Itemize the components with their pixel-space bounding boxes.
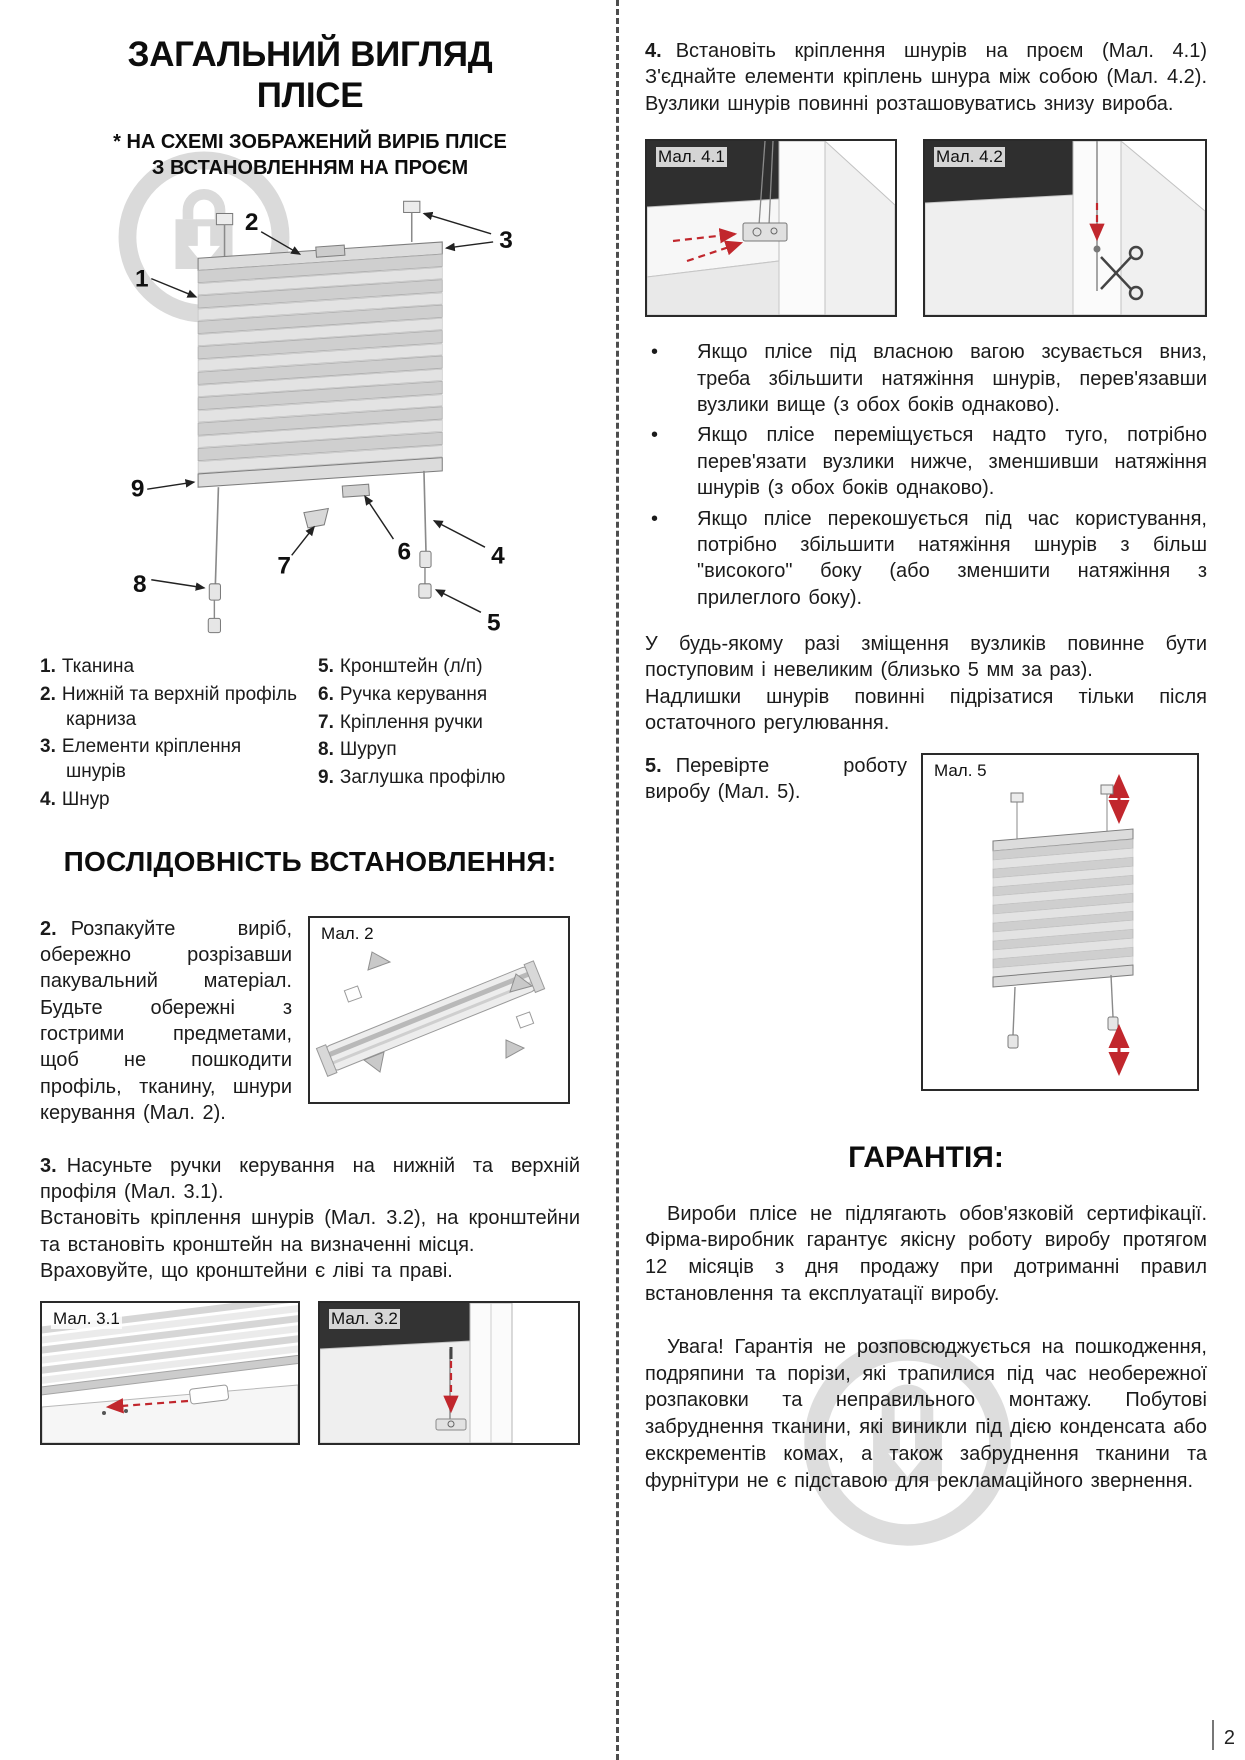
figure-3-1-label: Мал. 3.1 (53, 1308, 120, 1328)
step-3-block (40, 1153, 580, 1285)
step-3-text-1: Насуньте ручки керування на нижній та верхній профіля (Мал. 3.1). (40, 1154, 580, 1204)
step-5-number: 5. (645, 754, 662, 777)
title-line-2: ПЛІСЕ (256, 76, 364, 116)
figure-4-2-label: Мал. 4.2 (936, 147, 1003, 167)
warranty-paragraph-1: Вироби плісе не підлягають обов'язковій сертифікації. Фірма-виробник гарантує якісну роботу виробу протягом 12 місяців з дня продажу при дотриманні правил встановлення та експлуатації виробу. (645, 1202, 1207, 1306)
bullet-item: • Якщо плісе перекошується під час користування, потрібно збільшити натяжіння шнурів з більш "високого" боку (або зменшити натяжіння з прилеглого боку). (645, 506, 1207, 612)
column-divider (616, 0, 619, 1760)
step-2-paragraph (40, 916, 292, 1127)
legend-number: 3. (40, 736, 56, 758)
legend-number: 1. (40, 656, 56, 678)
legend-item (318, 711, 580, 736)
footer-tick-mark (1212, 1720, 1214, 1750)
figure-4-2-illustration (925, 141, 1205, 315)
legend-item (318, 766, 580, 791)
legend-item (318, 683, 580, 708)
legend-item (40, 655, 302, 680)
legend-number: 5. (318, 656, 334, 678)
bullet-item: • Якщо плісе переміщується надто туго, потрібно перев'язати вузлики нижче, зменшивши натяжіння шнурів (з обох боків однаково). (645, 422, 1207, 501)
step-3-paragraph-3 (40, 1258, 580, 1284)
step-3-paragraph-1 (40, 1153, 580, 1206)
legend-column-1 (40, 655, 302, 815)
figure-4-1-label: Мал. 4.1 (658, 147, 725, 167)
figure-3-2-label: Мал. 3.2 (331, 1308, 398, 1328)
step-3-text-2: Встановіть кріплення шнурів (Мал. 3.2), на кронштейни та встановіть кронштейн на визначенні місця. (40, 1207, 580, 1256)
top-handle-clip (316, 245, 345, 257)
step-4-number: 4. (645, 40, 662, 62)
legend-item (40, 683, 302, 732)
legend-item (318, 655, 580, 680)
left-column (40, 34, 580, 1445)
step-2-block (40, 916, 580, 1127)
page-number (1212, 1720, 1235, 1750)
adjustment-bullets (645, 339, 1207, 611)
callout-1: 1 (135, 266, 149, 294)
figure-5-label: Мал. 5 (934, 760, 987, 780)
page-title (40, 34, 580, 117)
subtitle-line-1: * НА СХЕМІ ЗОБРАЖЕНИЙ ВИРІБ ПЛІСЕ (113, 130, 507, 153)
right-column (645, 38, 1207, 1495)
legend-column-2 (318, 655, 580, 815)
legend-item (40, 788, 302, 813)
legend-label: Шуруп (339, 739, 397, 761)
figure-4-2-box (923, 139, 1207, 317)
figure-4-1-illustration (647, 141, 895, 315)
step-2-text: Розпакуйте виріб, обережно розрізавши пакувальний матеріал. Будьте обережні з гострими предметами, щоб не пошкодити профіль, тканину, шнури керування (Мал. 2). (40, 917, 292, 1125)
control-handle (342, 485, 369, 498)
legend-label: Заглушка профілю (339, 767, 506, 789)
legend-label: Кріплення ручки (339, 711, 483, 733)
right-cord (419, 471, 431, 598)
legend-number: 6. (318, 684, 334, 706)
legend-label: Кронштейн (л/п) (339, 656, 483, 678)
step-3-paragraph-2 (40, 1205, 580, 1258)
parts-legend (40, 655, 580, 815)
top-bracket-left (216, 214, 232, 257)
legend-number: 8. (318, 739, 334, 761)
handle-mount (304, 509, 328, 528)
bullet-item: • Якщо плісе під власною вагою зсувається вниз, треба збільшити натяжіння шнурів, перев'язавши вузлики вище (з обох боків однаково). (645, 339, 1207, 418)
warranty-heading: ГАРАНТІЯ: (848, 1140, 1004, 1174)
figure-5-illustration (923, 755, 1197, 1089)
callout-3: 3 (499, 227, 513, 255)
adjustment-notes (645, 631, 1207, 737)
callout-4: 4 (491, 542, 505, 570)
figure-2-box (308, 916, 570, 1104)
figure-3-1-box (40, 1301, 300, 1445)
figure-2-illustration (310, 918, 568, 1102)
figure-2-label: Мал. 2 (321, 923, 374, 943)
legend-label: Елементи кріплення шнурів (61, 736, 242, 783)
step-5-paragraph (645, 753, 907, 1091)
note-2: Надлишки шнурів повинні підрізатися тільки після остаточного регулювання. (645, 685, 1207, 735)
top-bracket-right (404, 202, 420, 243)
legend-item (40, 735, 302, 784)
page-number-value: 2 (1223, 1727, 1235, 1749)
warranty-paragraph-2: Увага! Гарантія не розповсюджується на пошкодження, подряпини та порізи, які трапилися під час необережної розпаковки та неправильного монтажу. Побутові забруднення тканини, які виникли під дією конденсата або екскрементів комах, а також забруднення тканини та фурнітури не є підставою для рекламаційного звернення. (645, 1335, 1207, 1492)
step-5-text: Перевірте роботу виробу (Мал. 5). (645, 754, 907, 804)
step-2-number: 2. (40, 917, 57, 940)
installation-sequence-heading: ПОСЛІДОВНІСТЬ ВСТАНОВЛЕННЯ: (63, 845, 557, 877)
subtitle-line-2: З ВСТАНОВЛЕННЯМ НА ПРОЄМ (151, 156, 469, 179)
figure-4-1-box (645, 139, 897, 317)
legend-number: 2. (40, 684, 56, 706)
legend-label: Тканина (61, 656, 135, 678)
callout-9: 9 (130, 475, 145, 503)
title-line-1: ЗАГАЛЬНИЙ ВИГЛЯД (127, 35, 493, 74)
step-5-block (645, 753, 1207, 1091)
page-subtitle (40, 129, 580, 182)
step-4-text: Встановіть кріплення шнурів на проєм (Мал. 4.1) З'єднайте елементи кріплень шнура між собою (Мал. 4.2). Вузлики шнурів повинні розташовуватись знизу вироба. (645, 40, 1207, 115)
callout-8: 8 (132, 571, 147, 599)
note-1: У будь-якому разі зміщення вузликів повинне бути поступовим і невеликим (близько 5 мм за раз). (645, 633, 1207, 682)
left-cord (208, 488, 220, 633)
figure-3-2-box (318, 1301, 580, 1445)
step-4-paragraph (645, 38, 1207, 117)
figures-4-row (645, 139, 1207, 317)
legend-number: 4. (40, 788, 56, 810)
legend-label: Шнур (61, 788, 110, 810)
blind-diagram-illustration (40, 185, 580, 653)
figure-5-box (921, 753, 1199, 1091)
legend-label: Нижній та верхній профіль карниза (61, 684, 298, 730)
callout-2: 2 (244, 209, 259, 237)
figures-3-row (40, 1301, 580, 1445)
callout-6: 6 (397, 538, 412, 566)
pleated-fabric (198, 255, 442, 475)
legend-item (318, 738, 580, 763)
callout-5: 5 (487, 609, 501, 637)
step-3-number: 3. (40, 1154, 57, 1177)
callout-7: 7 (277, 553, 292, 581)
legend-number: 9. (318, 767, 334, 789)
step-3-text-3: Враховуйте, що кронштейни є ліві та праві. (40, 1260, 453, 1283)
legend-number: 7. (318, 711, 334, 733)
blind-overview-diagram (40, 185, 580, 653)
legend-label: Ручка керування (339, 684, 488, 706)
